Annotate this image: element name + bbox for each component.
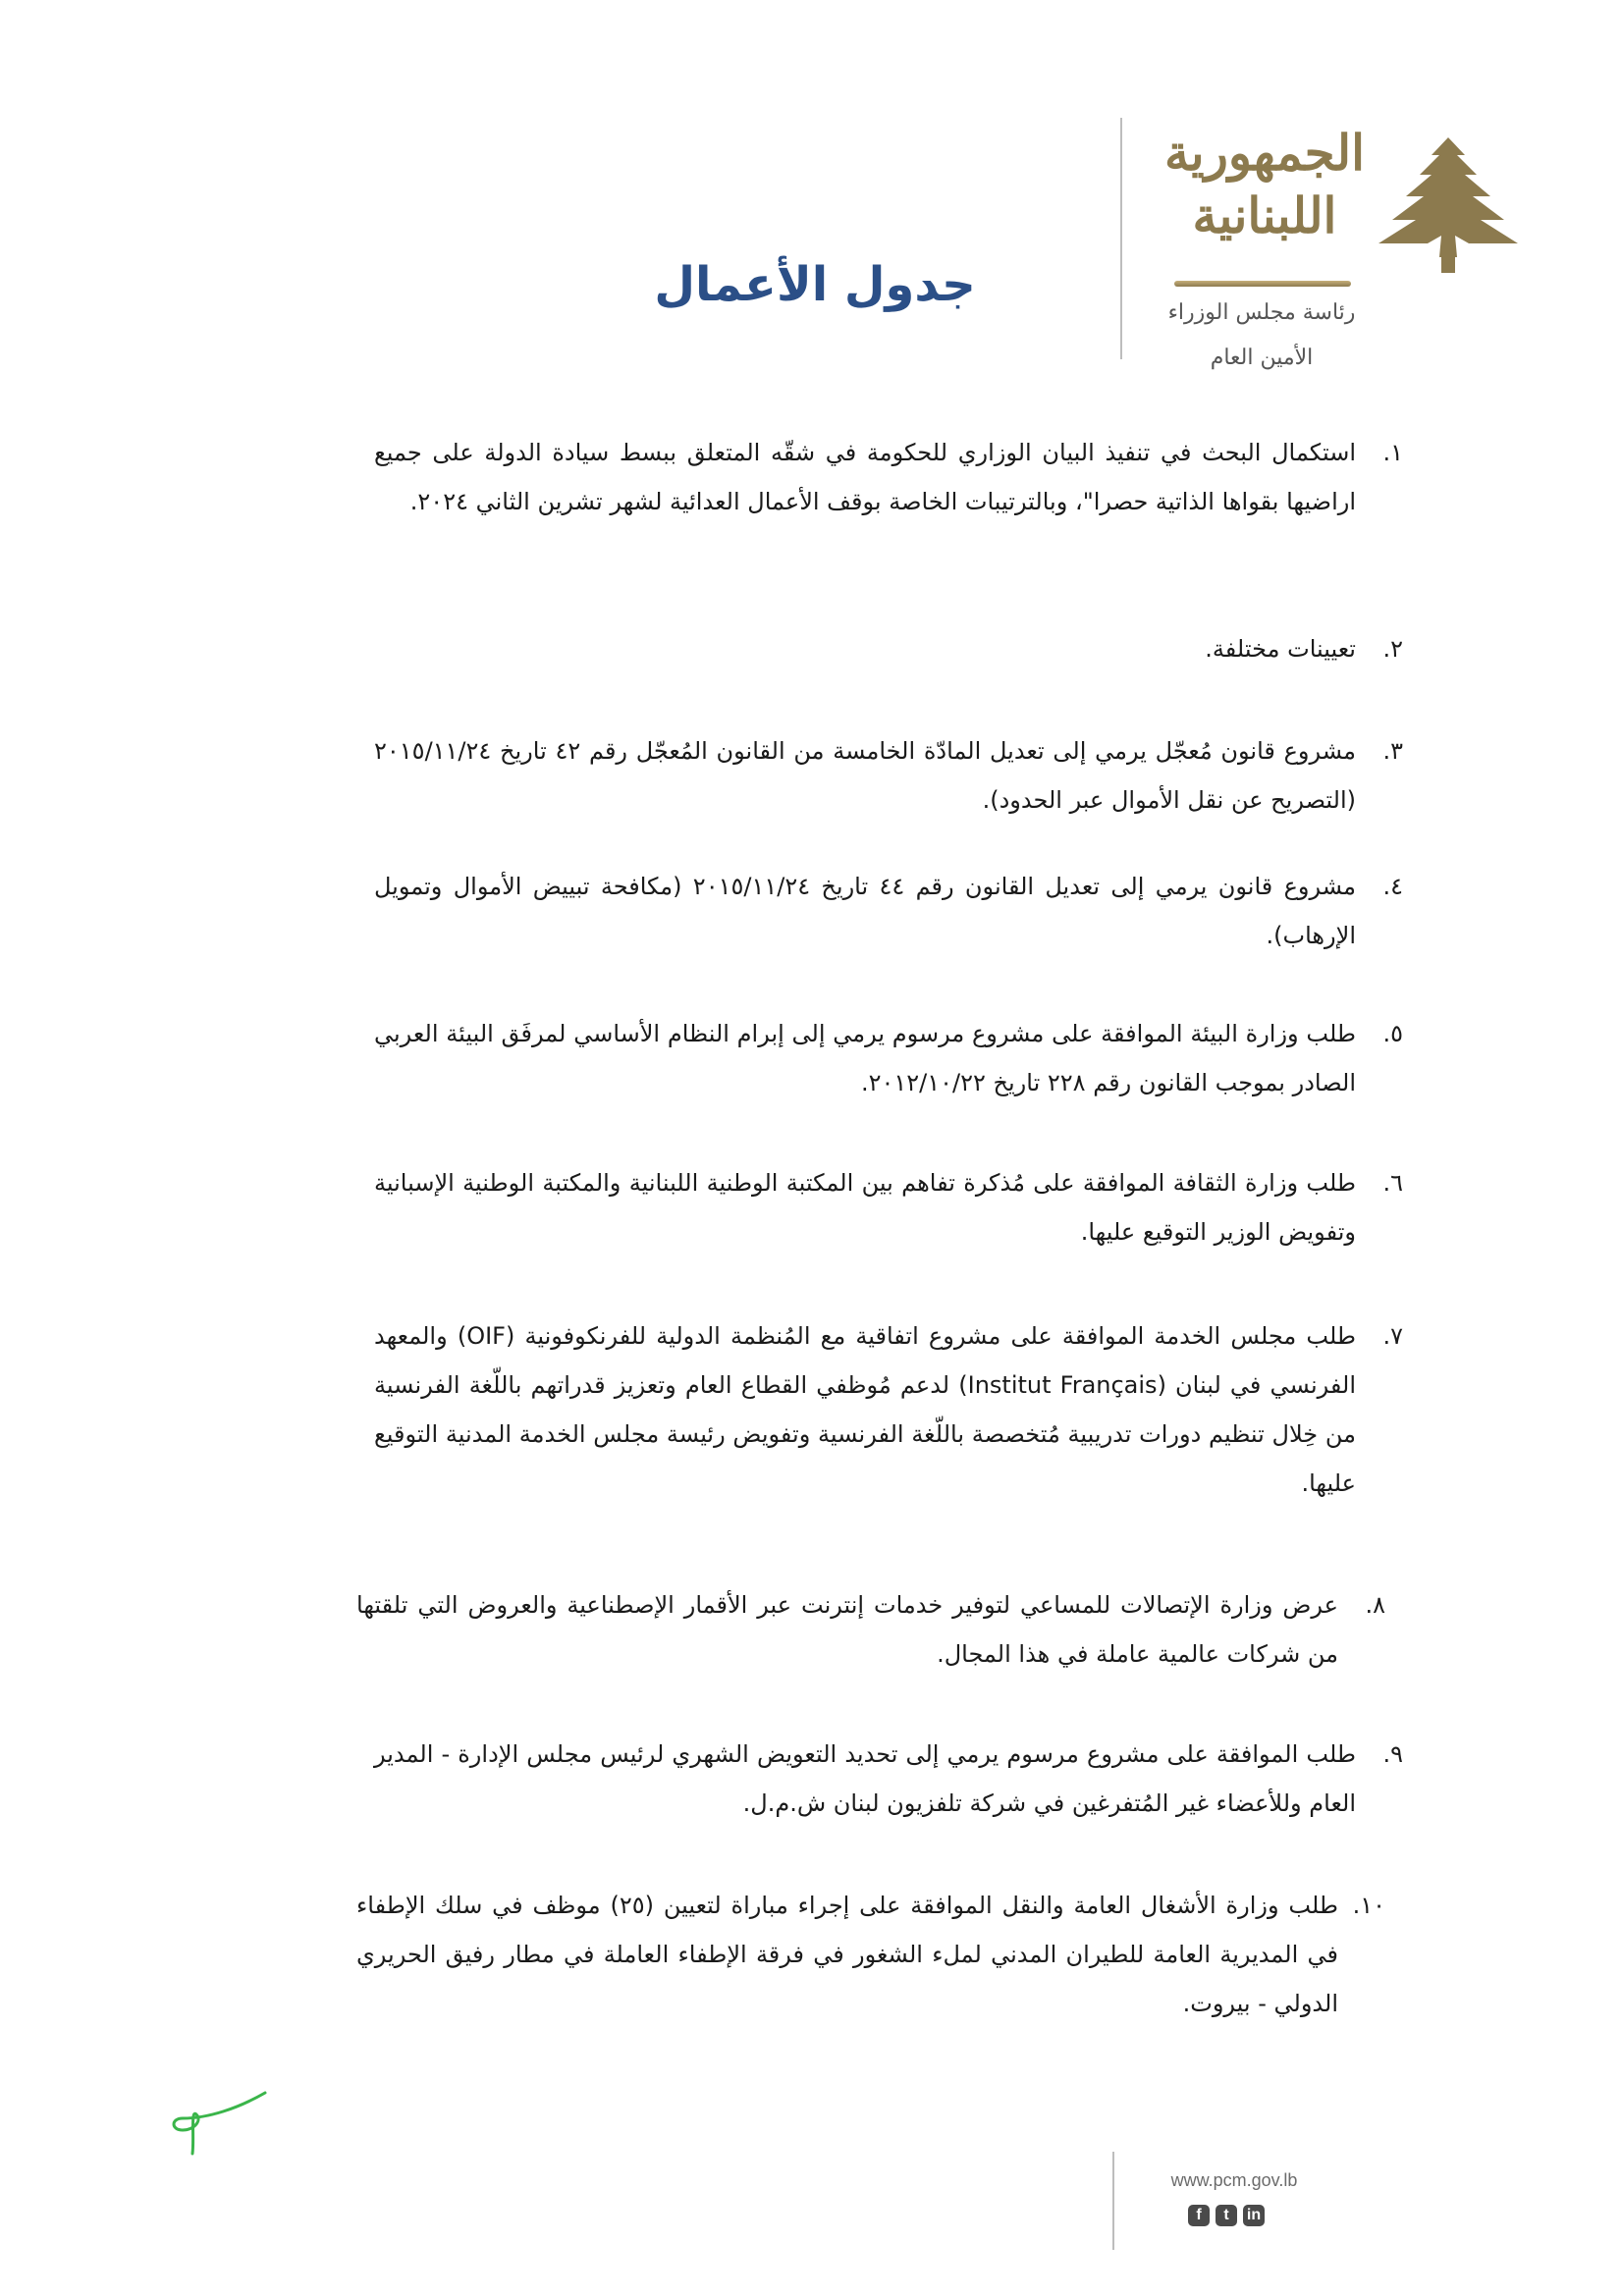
facebook-icon[interactable]: f: [1188, 2205, 1210, 2226]
secretary-general-label: الأمين العام: [1210, 346, 1314, 370]
agenda-item-text: مشروع قانون مُعجّل يرمي إلى تعديل المادّة الخامسة من القانون المُعجّل رقم ٤٢ تاريخ ٢٠١٥/١١/٢٤ (التصريح عن نقل الأموال عبر الحدود).: [374, 737, 1357, 814]
footer-divider: [1112, 2152, 1114, 2250]
agenda-item-text: مشروع قانون يرمي إلى تعديل القانون رقم ٤٤ تاريخ ٢٠١٥/١١/٢٤ (مكافحة تبييض الأموال وتمويل الإرهاب).: [374, 873, 1357, 949]
agenda-item-7: [374, 1311, 1403, 1508]
agenda-item-number: ٣.: [1382, 737, 1403, 765]
agenda-item-number: ٩.: [1382, 1740, 1403, 1768]
republic-emblem-wordmark: [1157, 122, 1373, 247]
agenda-item-3: [374, 726, 1403, 825]
presidency-label: رئاسة مجلس الوزراء: [1167, 300, 1356, 325]
agenda-item-text: عرض وزارة الإتصالات للمساعي لتوفير خدمات إنترنت عبر الأقمار الإصطناعية والعروض التي تلقتها من شركات عالمية عاملة في هذا المجال.: [356, 1591, 1338, 1668]
agenda-item-text: استكمال البحث في تنفيذ البيان الوزاري للحكومة في شقّه المتعلق ببسط سيادة الدولة على جميع اراضيها بقواها الذاتية حصرا"، وبالترتيبات الخاصة بوقف الأعمال العدائية لشهر تشرين الثاني ٢٠٢٤.: [374, 439, 1356, 515]
agenda-item-text: طلب وزارة البيئة الموافقة على مشروع مرسوم يرمي إلى إبرام النظام الأساسي لمرفَق البيئة العربي الصادر بموجب القانون رقم ٢٢٨ تاريخ ٢٠١٢/١٠/٢٢.: [374, 1020, 1356, 1096]
letterhead-rule: [1174, 281, 1351, 287]
cedar-emblem-icon: [1375, 133, 1522, 277]
agenda-item-number: ٧.: [1382, 1322, 1403, 1350]
agenda-item-1: [374, 428, 1403, 526]
agenda-item-text: طلب وزارة الأشغال العامة والنقل الموافقة على إجراء مباراة لتعيين (٢٥) موظف في سلك الإطفاء في المديرية العامة للطيران المدني لملء الشغور في فرقة الإطفاء العاملة في مطار رفيق الحريري الدولي - بيروت.: [356, 1892, 1338, 2017]
twitter-icon[interactable]: t: [1216, 2205, 1237, 2226]
agenda-item-text: طلب مجلس الخدمة الموافقة على مشروع اتفاقية مع المُنظمة الدولية للفرنكوفونية (OIF) والمعهد الفرنسي في لبنان (Institut Français) لدعم مُوظفي القطاع العام وتعزيز قدراتهم باللّغة الفرنسية من خِلال تنظيم دورات تدريبية مُتخصصة باللّغة الفرنسية وتفويض رئيسة مجلس الخدمة المدنية التوقيع عليها.: [374, 1322, 1356, 1497]
agenda-item-number: ٦.: [1382, 1169, 1403, 1197]
agenda-item-4: [374, 862, 1403, 960]
agenda-item-text: طلب وزارة الثقافة الموافقة على مُذكرة تفاهم بين المكتبة الوطنية اللبنانية والمكتبة الوطنية الإسبانية وتفويض الوزير التوقيع عليها.: [374, 1169, 1356, 1246]
agenda-item-number: ١٠.: [1352, 1892, 1385, 1919]
agenda-item-number: ٢.: [1382, 635, 1403, 663]
agenda-item-6: [374, 1158, 1403, 1256]
agenda-item-number: ٨.: [1365, 1591, 1385, 1619]
agenda-item-8: [356, 1580, 1385, 1679]
agenda-item-number: ١.: [1382, 439, 1403, 466]
agenda-item-text: طلب الموافقة على مشروع مرسوم يرمي إلى تحديد التعويض الشهري لرئيس مجلس الإدارة - المدير العام وللأعضاء غير المُتفرغين في شركة تلفزيون لبنان ش.م.ل.: [374, 1740, 1356, 1817]
handwritten-initial-signature: [169, 2089, 267, 2158]
agenda-item-10: [356, 1881, 1385, 2028]
agenda-item-5: [374, 1009, 1403, 1107]
page-title: جدول الأعمال: [654, 257, 976, 312]
linkedin-icon[interactable]: in: [1243, 2205, 1265, 2226]
agenda-item-text: تعيينات مختلفة.: [1205, 635, 1356, 663]
website-link[interactable]: www.pcm.gov.lb: [1170, 2170, 1298, 2190]
agenda-item-number: ٤.: [1382, 873, 1403, 900]
agenda-item-2: [374, 624, 1403, 673]
agenda-item-number: ٥.: [1382, 1020, 1403, 1047]
header-divider: [1120, 118, 1122, 359]
republic-line-2: اللبنانية: [1192, 187, 1337, 244]
republic-line-1: الجمهورية: [1163, 124, 1366, 182]
social-icons: [1188, 2205, 1265, 2226]
agenda-item-9: [374, 1730, 1403, 1828]
